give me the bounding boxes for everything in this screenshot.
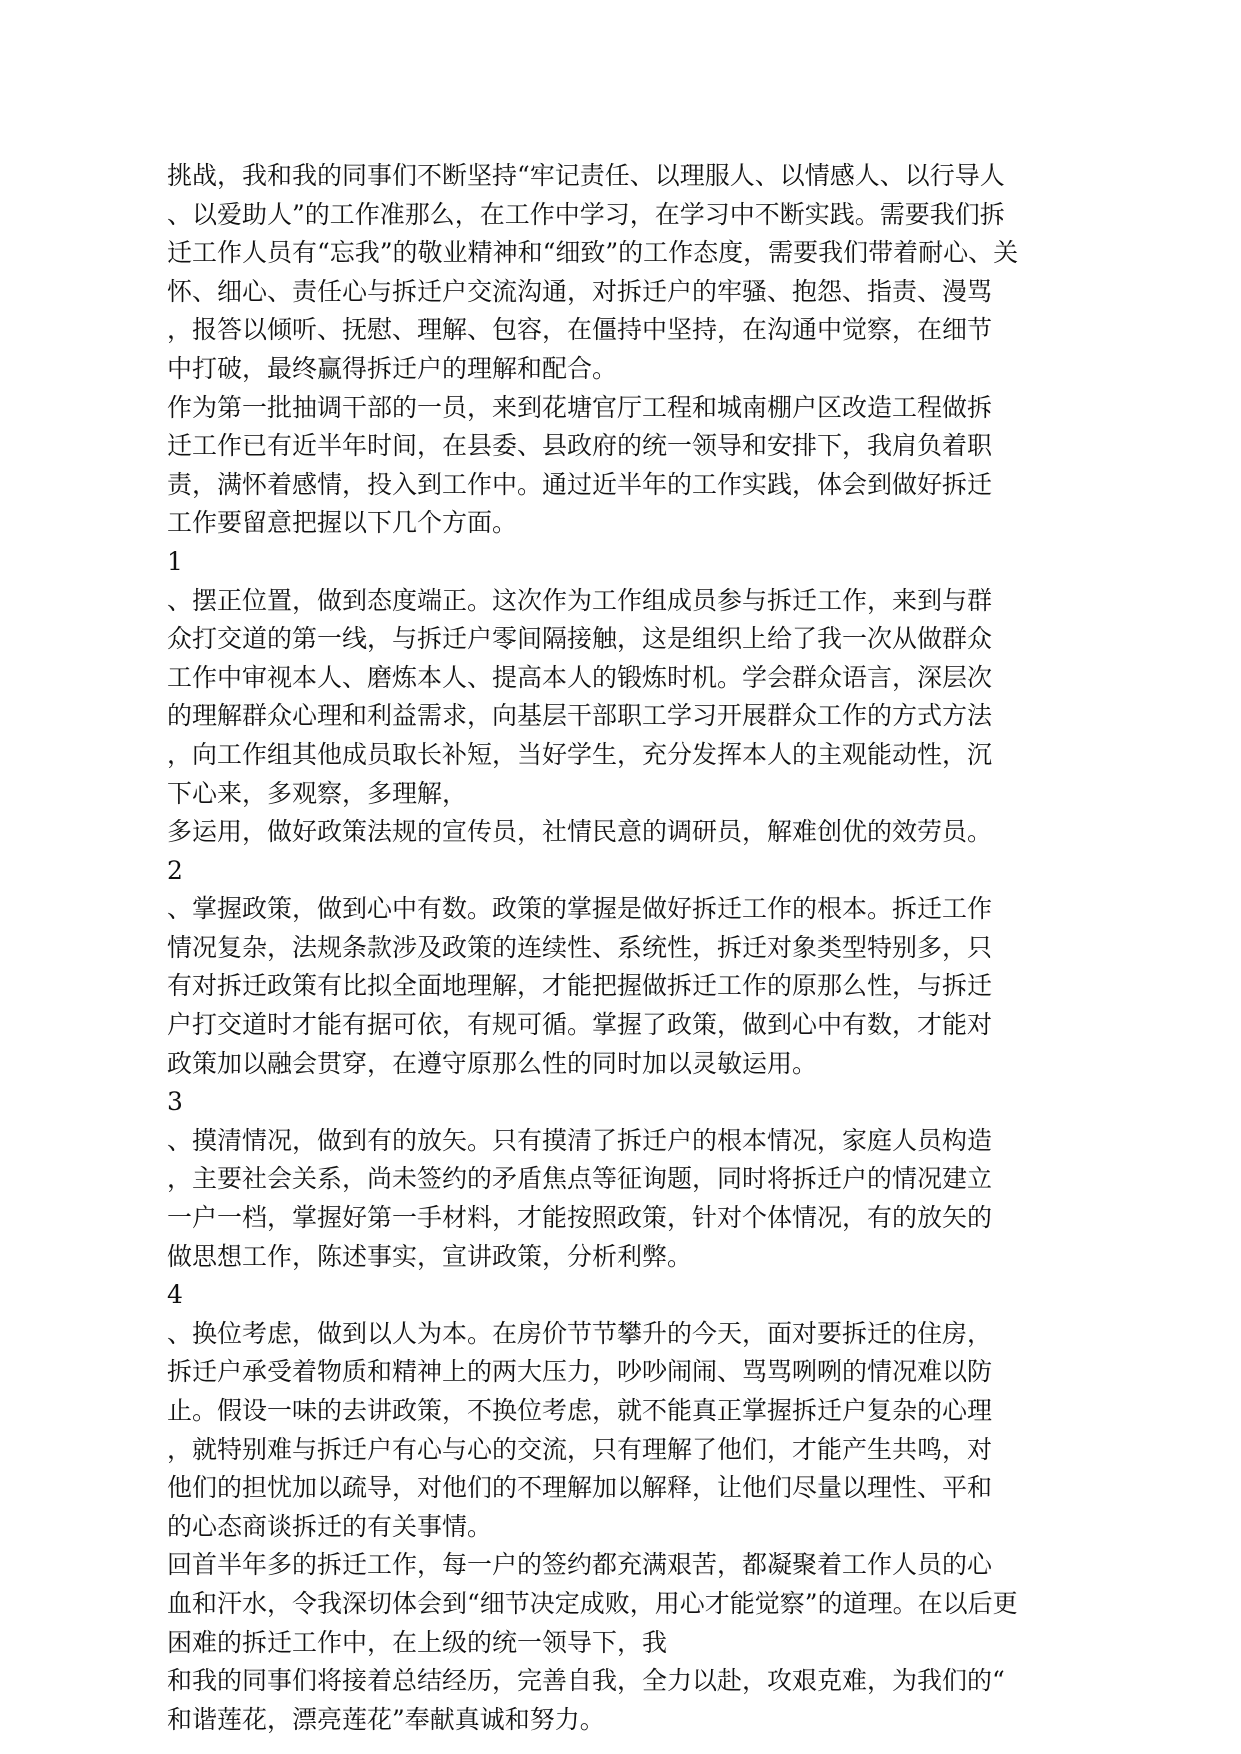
text-line: 和我的同事们将接着总结经历，完善自我，全力以赴，攻艰克难，为我们的“ (167, 1666, 1005, 1696)
text-line: 中打破，最终赢得拆迁户的理解和配合。 (167, 353, 618, 383)
text-line: 责，满怀着感情，投入到工作中。通过近半年的工作实践，体会到做好拆迁 (167, 469, 993, 499)
text-line: 众打交道的第一线，与拆迁户零间隔接触，这是组织上给了我一次从做群众 (167, 624, 993, 654)
text-line: 和谐莲花，漂亮莲花”奉献真诚和努力。 (167, 1704, 605, 1734)
text-line: 3 (167, 1087, 183, 1117)
text-line: 迁工作已有近半年时间，在县委、县政府的统一领导和安排下，我肩负着职 (167, 431, 993, 461)
text-line: 血和汗水，令我深切体会到“细节决定成败，用心才能觉察”的道理。在以后更 (167, 1588, 1018, 1618)
text-line: 一户一档，掌握好第一手材料，才能按照政策，针对个体情况，有的放矢的 (167, 1203, 993, 1233)
text-line: 拆迁户承受着物质和精神上的两大压力，吵吵闹闹、骂骂咧咧的情况难以防 (167, 1357, 993, 1387)
text-line: 回首半年多的拆迁工作，每一户的签约都充满艰苦，都凝聚着工作人员的心 (167, 1550, 993, 1580)
text-line: 政策加以融会贯穿，在遵守原那么性的同时加以灵敏运用。 (167, 1048, 818, 1078)
text-line: 止。假设一味的去讲政策，不换位考虑，就不能真正掌握拆迁户复杂的心理 (167, 1396, 993, 1425)
text-line: 、摆正位置，做到态度端正。这次作为工作组成员参与拆迁工作，来到与群 (167, 585, 993, 615)
text-line: 有对拆迁政策有比拟全面地理解，才能把握做拆迁工作的原那么性，与拆迁 (167, 971, 993, 1001)
text-line: 多运用，做好政策法规的宣传员，社情民意的调研员，解难创优的效劳员。 (167, 817, 993, 847)
text-line: 困难的拆迁工作中，在上级的统一领导下，我 (167, 1627, 668, 1657)
text-line: 迁工作人员有“忘我”的敬业精神和“细致”的工作态度，需要我们带着耐心、关 (167, 238, 1019, 268)
text-line: 、以爱助人”的工作准那么，在工作中学习，在学习中不断实践。需要我们拆 (167, 199, 1005, 229)
text-line: 怀、细心、责任心与拆迁户交流沟通，对拆迁户的牢骚、抱怨、指责、漫骂 (167, 276, 993, 306)
text-line: 户打交道时才能有据可依，有规可循。掌握了政策，做到心中有数，才能对 (167, 1010, 993, 1040)
text-line: 1 (167, 546, 183, 576)
text-line: 他们的担忧加以疏导，对他们的不理解加以解释，让他们尽量以理性、平和 (167, 1473, 993, 1503)
text-line: 2 (167, 855, 183, 885)
text-line: 的心态商谈拆迁的有关事情。 (167, 1511, 493, 1541)
text-line: 的理解群众心理和利益需求，向基层干部职工学习开展群众工作的方式方法 (167, 701, 993, 731)
text-line: 、换位考虑，做到以人为本。在房价节节攀升的今天，面对要拆迁的住房， (167, 1318, 993, 1348)
text-line: 、掌握政策，做到心中有数。政策的掌握是做好拆迁工作的根本。拆迁工作 (167, 894, 993, 924)
text-line: ，报答以倾听、抚慰、理解、包容，在僵持中坚持，在沟通中觉察，在细节 (167, 315, 993, 345)
document-body (167, 157, 1047, 1739)
text-line: 挑战，我和我的同事们不断坚持“牢记责任、以理服人、以情感人、以行导人 (167, 161, 1005, 190)
text-line: ，主要社会关系，尚未签约的矛盾焦点等征询题，同时将拆迁户的情况建立 (167, 1164, 993, 1194)
text-line: 做思想工作，陈述事实，宣讲政策，分析利弊。 (167, 1241, 693, 1271)
text-line: 下心来，多观察，多理解， (167, 778, 468, 808)
text-line: 工作要留意把握以下几个方面。 (167, 508, 518, 538)
text-line: ，向工作组其他成员取长补短，当好学生，充分发挥本人的主观能动性，沉 (167, 739, 993, 769)
text-line: 工作中审视本人、磨炼本人、提高本人的锻炼时机。学会群众语言，深层次 (167, 662, 993, 692)
text-line: 4 (167, 1280, 183, 1310)
text-line: 情况复杂，法规条款涉及政策的连续性、系统性，拆迁对象类型特别多，只 (167, 932, 993, 962)
text-line: ，就特别难与拆迁户有心与心的交流，只有理解了他们，才能产生共鸣，对 (167, 1434, 993, 1464)
text-line: 作为第一批抽调干部的一员，来到花塘官厅工程和城南棚户区改造工程做拆 (167, 392, 993, 422)
text-line: 、摸清情况，做到有的放矢。只有摸清了拆迁户的根本情况，家庭人员构造 (167, 1125, 993, 1155)
